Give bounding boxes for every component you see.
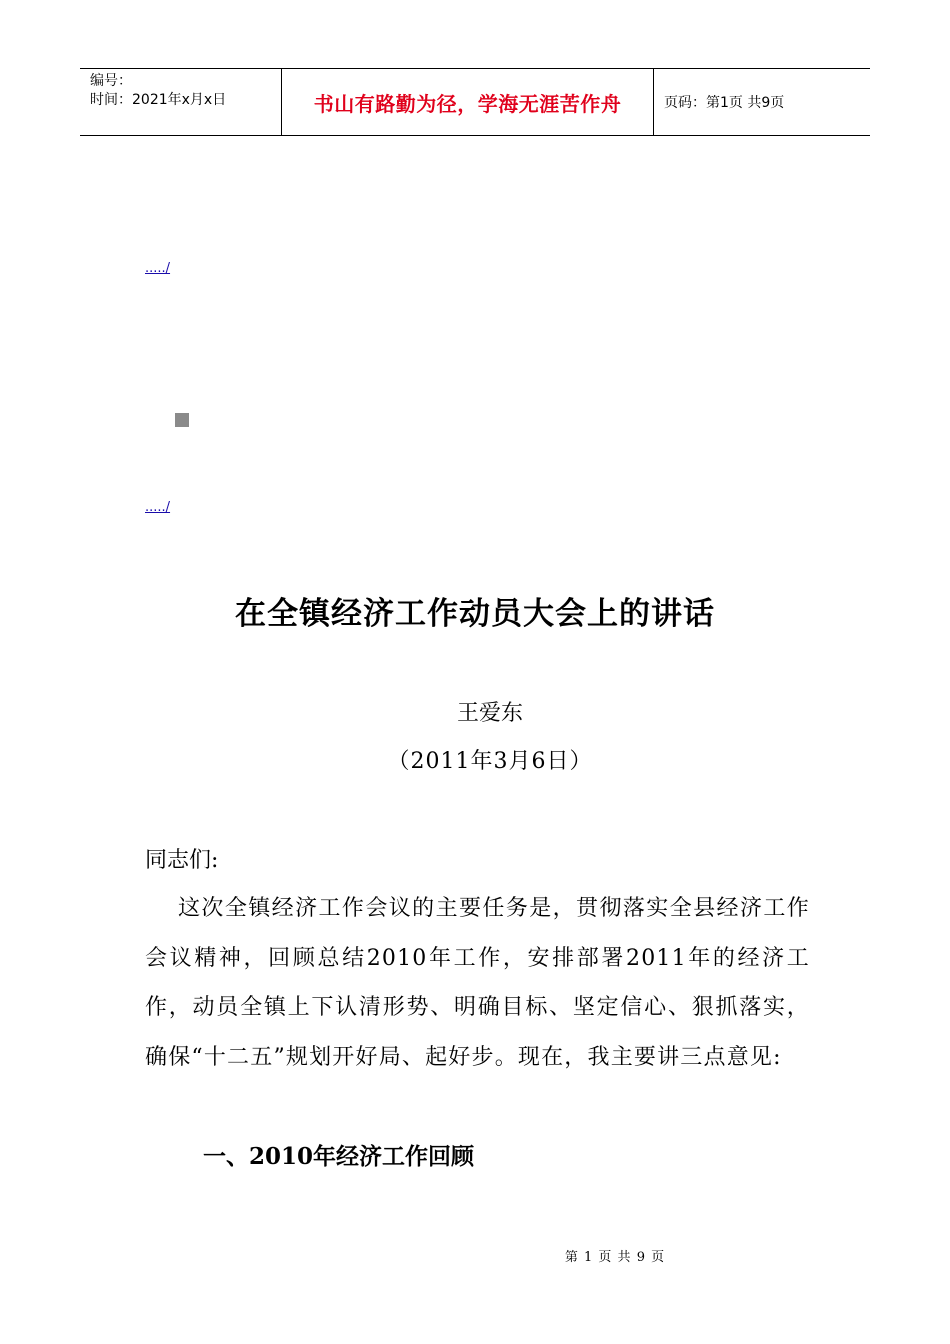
document-title: 在全镇经济工作动员大会上的讲话 xyxy=(235,596,715,632)
document-author: 王爱东 xyxy=(456,701,523,726)
page-footer: 第 1 页 共 9 页 xyxy=(564,1250,666,1265)
header-meta-cell xyxy=(80,69,281,135)
broken-image-icon xyxy=(175,413,189,427)
header-page-info: 页码：第1页 共9页 xyxy=(664,95,785,111)
header-motto-cell xyxy=(281,69,654,135)
header-motto: 书山有路勤为径，学海无涯苦作舟 xyxy=(313,91,622,116)
body-paragraph: 这次全镇经济工作会议的主要任务是，贯彻落实全县经济工作会议精神，回顾总结2010年工作，安排部署2011年的经济工作，动员全镇上下认清形势、明确目标、坚定信心、狠抓落实，确保“十二五”规划开好局、起好步。现在，我主要讲三点意见: xyxy=(145,896,810,1070)
document-date: （2011年3月6日） xyxy=(387,749,593,774)
greeting: 同志们: xyxy=(145,848,219,873)
page-header xyxy=(80,68,870,136)
second-link[interactable]: ...../ xyxy=(145,500,171,515)
section-heading: 一、2010年经济工作回顾 xyxy=(203,1143,475,1170)
document-number-label: 编号： xyxy=(90,73,132,89)
header-page-cell xyxy=(654,69,870,135)
top-link[interactable]: ...../ xyxy=(145,261,171,276)
document-time-label: 时间：2021年x月x日 xyxy=(90,92,227,108)
